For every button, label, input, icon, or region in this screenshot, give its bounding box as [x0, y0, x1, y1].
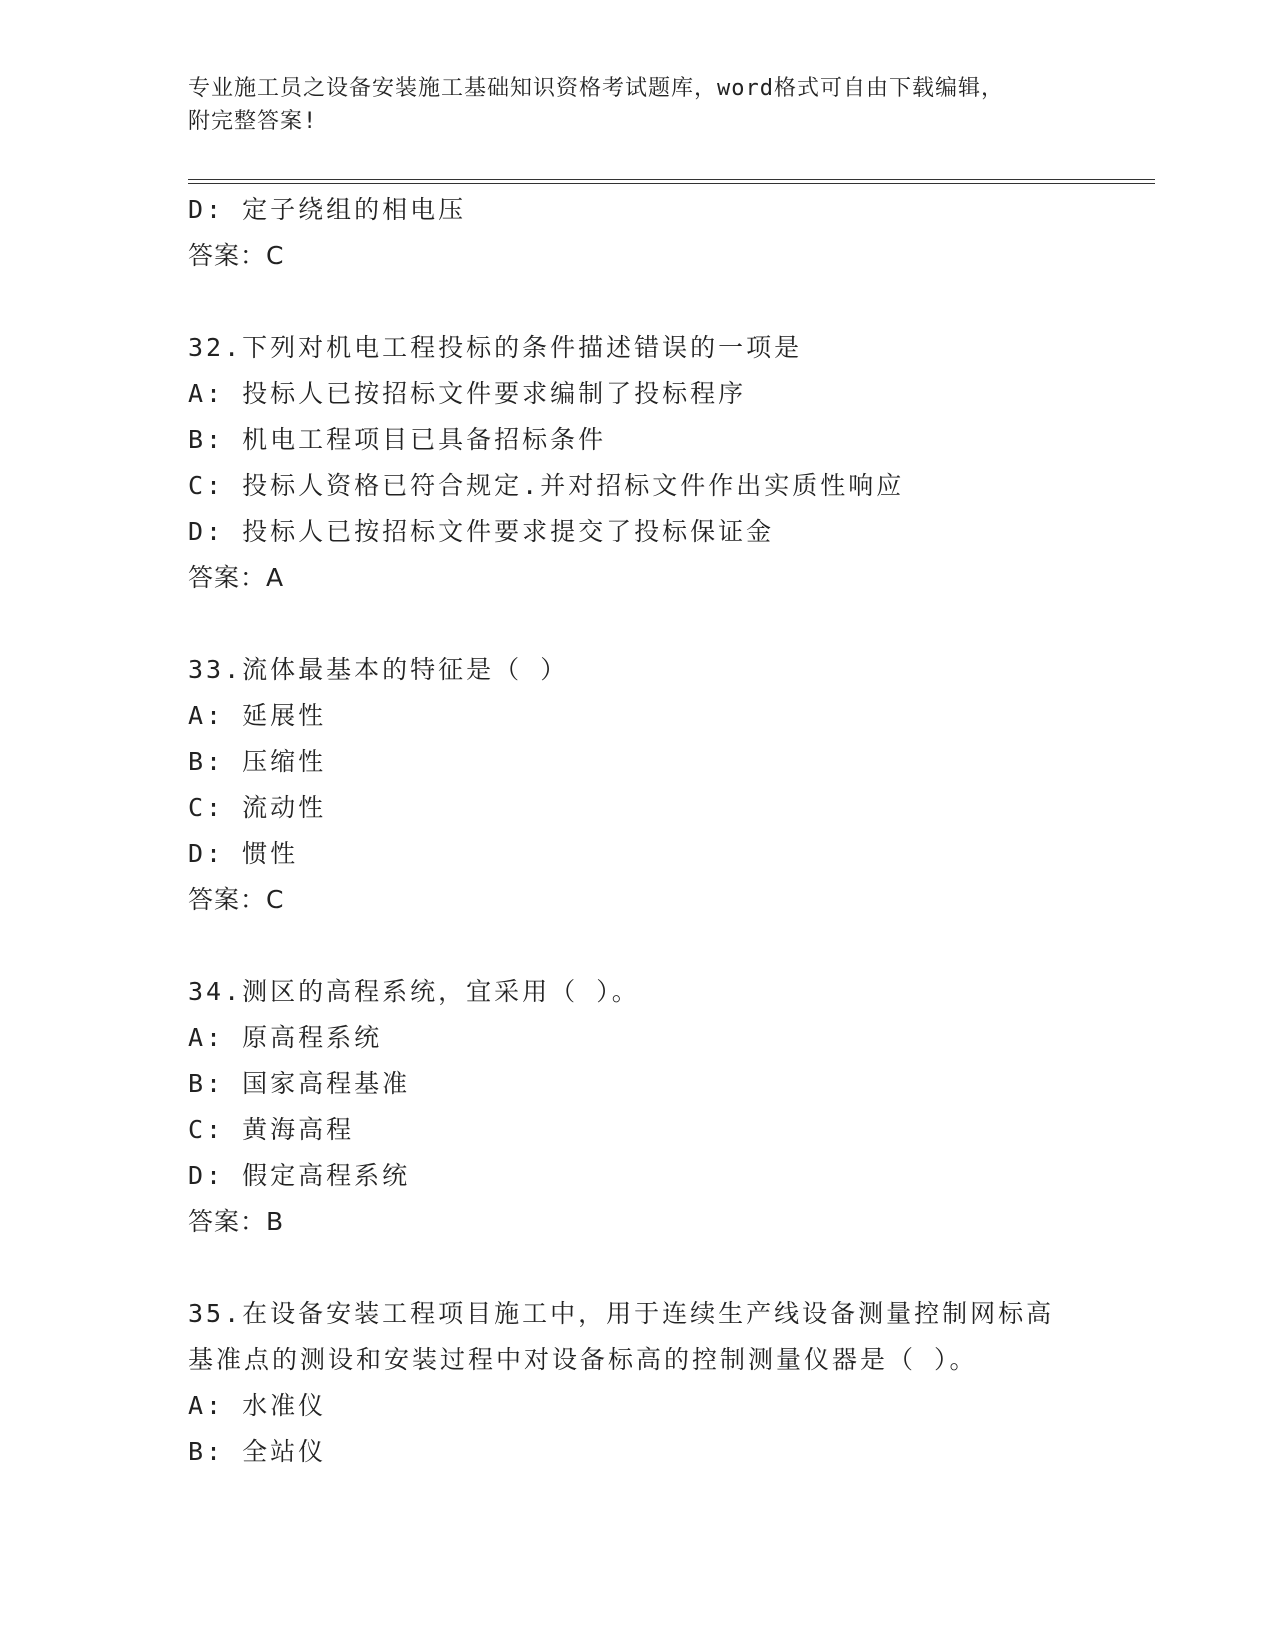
q32-option-a: A: 投标人已按招标文件要求编制了投标程序: [188, 379, 747, 408]
question-32: 32.下列对机电工程投标的条件描述错误的一项是: [188, 333, 803, 362]
spacer: [188, 1245, 1148, 1291]
question-35-line-2: 基准点的测设和安装过程中对设备标高的控制测量仪器是（ ）。: [188, 1345, 978, 1374]
q33-option-a: A: 延展性: [188, 701, 327, 730]
q35-option-b: B: 全站仪: [188, 1437, 327, 1466]
q34-option-d: D: 假定高程系统: [188, 1161, 411, 1190]
spacer: [188, 601, 1148, 647]
answer-line: 答案：C: [188, 241, 285, 270]
spacer: [188, 923, 1148, 969]
question-list: [188, 187, 1148, 1475]
header-divider: [188, 179, 1155, 184]
q32-answer: 答案：A: [188, 563, 285, 592]
q35-option-a: A: 水准仪: [188, 1391, 327, 1420]
q34-option-a: A: 原高程系统: [188, 1023, 383, 1052]
q32-option-c: C: 投标人资格已符合规定.并对招标文件作出实质性响应: [188, 471, 905, 500]
question-34: 34.测区的高程系统，宜采用（ ）。: [188, 977, 640, 1006]
header-title-line-1: 专业施工员之设备安装施工基础知识资格考试题库，word格式可自由下载编辑，: [188, 76, 1004, 101]
spacer: [188, 279, 1148, 325]
option-d: D: 定子绕组的相电压: [188, 195, 467, 224]
q33-option-d: D: 惯性: [188, 839, 299, 868]
q34-option-b: B: 国家高程基准: [188, 1069, 411, 1098]
q33-option-c: C: 流动性: [188, 793, 327, 822]
q32-option-b: B: 机电工程项目已具备招标条件: [188, 425, 607, 454]
header-title-line-2: 附完整答案!: [188, 109, 318, 134]
q33-answer: 答案：C: [188, 885, 285, 914]
q32-option-d: D: 投标人已按招标文件要求提交了投标保证金: [188, 517, 775, 546]
q33-option-b: B: 压缩性: [188, 747, 327, 776]
question-33: 33.流体最基本的特征是（ ）: [188, 655, 569, 684]
document-header: [188, 72, 1088, 138]
q34-option-c: C: 黄海高程: [188, 1115, 355, 1144]
q34-answer: 答案：B: [188, 1207, 285, 1236]
question-35-line-1: 35.在设备安装工程项目施工中，用于连续生产线设备测量控制网标高: [188, 1299, 1055, 1328]
